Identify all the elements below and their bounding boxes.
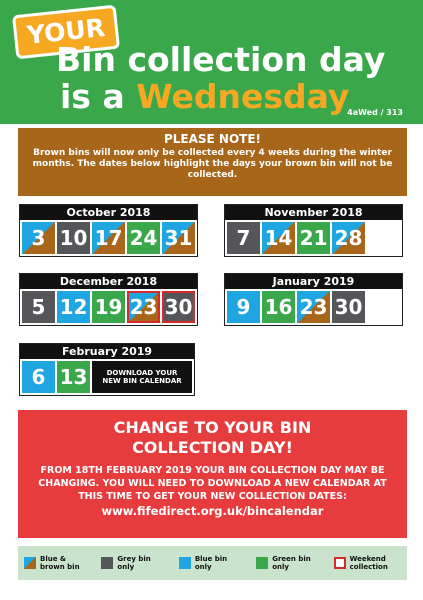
legend-label: Grey bin only (117, 555, 151, 571)
month-november-2018 (224, 204, 403, 257)
change-title: CHANGE TO YOUR BIN COLLECTION DAY! (113, 418, 312, 457)
day-cell: 31 (162, 222, 195, 254)
note-title: PLEASE NOTE! (163, 132, 262, 146)
month-days (225, 289, 402, 325)
weekend-swatch-icon (334, 557, 346, 569)
change-body: FROM 18TH FEBRUARY 2019 YOUR BIN COLLECTION DAY MAY BE CHANGING. YOU WILL NEED TO DOWNLOAD A NEW CALENDAR AT THIS TIME TO GET YOUR NEW COLLECTION DATES: (38, 465, 387, 502)
month-title: January 2019 (225, 274, 402, 289)
legend-label: Weekend collection (349, 555, 388, 571)
title-day: Wednesday (136, 77, 350, 116)
blue-swatch-icon (179, 557, 191, 569)
change-notice-box (18, 410, 407, 538)
legend-item-weekend (334, 555, 401, 571)
month-october-2018 (19, 204, 198, 257)
month-title: February 2019 (20, 344, 194, 359)
legend (18, 546, 407, 580)
legend-item-green (256, 555, 323, 571)
day-cell: 14 (262, 222, 295, 254)
day-cell: 21 (297, 222, 330, 254)
month-days (225, 220, 402, 256)
month-days (20, 359, 194, 395)
day-cell: 30 (332, 291, 365, 323)
day-cell: 12 (57, 291, 90, 323)
month-february-2019 (19, 343, 195, 396)
title-line-1: Bin collection day (56, 40, 386, 79)
day-cell: 6 (22, 361, 55, 393)
blue-brown-swatch-icon (24, 557, 36, 569)
day-cell: 7 (227, 222, 260, 254)
month-january-2019 (224, 273, 403, 326)
month-title: November 2018 (225, 205, 402, 220)
empty-cell (367, 291, 400, 323)
legend-item-blue-brown (24, 555, 91, 571)
day-cell: 10 (57, 222, 90, 254)
route-code: 4aWed / 313 (347, 108, 403, 117)
day-cell: 16 (262, 291, 295, 323)
day-cell: 9 (227, 291, 260, 323)
title-prefix: is a (60, 77, 125, 116)
month-days (20, 220, 197, 256)
day-cell: 3 (22, 222, 55, 254)
day-cell: 24 (127, 222, 160, 254)
title-line-2 (60, 79, 349, 115)
legend-item-blue (179, 555, 246, 571)
day-cell: 17 (92, 222, 125, 254)
day-cell-weekend: 30 (162, 291, 195, 323)
month-december-2018 (19, 273, 198, 326)
day-cell: 19 (92, 291, 125, 323)
legend-label: Blue & brown bin (40, 555, 80, 571)
day-cell: 23 (297, 291, 330, 323)
day-cell: 5 (22, 291, 55, 323)
month-title: December 2018 (20, 274, 197, 289)
day-cell: 28 (332, 222, 365, 254)
please-note-box (18, 128, 407, 196)
day-cell-weekend: 23 (127, 291, 160, 323)
legend-label: Blue bin only (194, 555, 228, 571)
empty-cell (367, 222, 400, 254)
day-cell: 13 (57, 361, 90, 393)
your-badge: YOUR (12, 5, 120, 60)
download-calendar-link[interactable]: DOWNLOAD YOUR NEW BIN CALENDAR (92, 361, 192, 393)
green-swatch-icon (256, 557, 268, 569)
header-banner (0, 0, 423, 124)
grey-swatch-icon (101, 557, 113, 569)
calendar-url-link[interactable]: www.fifedirect.org.uk/bincalendar (101, 504, 324, 518)
month-title: October 2018 (20, 205, 197, 220)
month-days (20, 289, 197, 325)
legend-label: Green bin only (272, 555, 311, 571)
legend-item-grey (101, 555, 168, 571)
note-body: Brown bins will now only be collected every 4 weeks during the winter months. The dates below highlight the days your brown bin will not be collected. (32, 148, 393, 180)
